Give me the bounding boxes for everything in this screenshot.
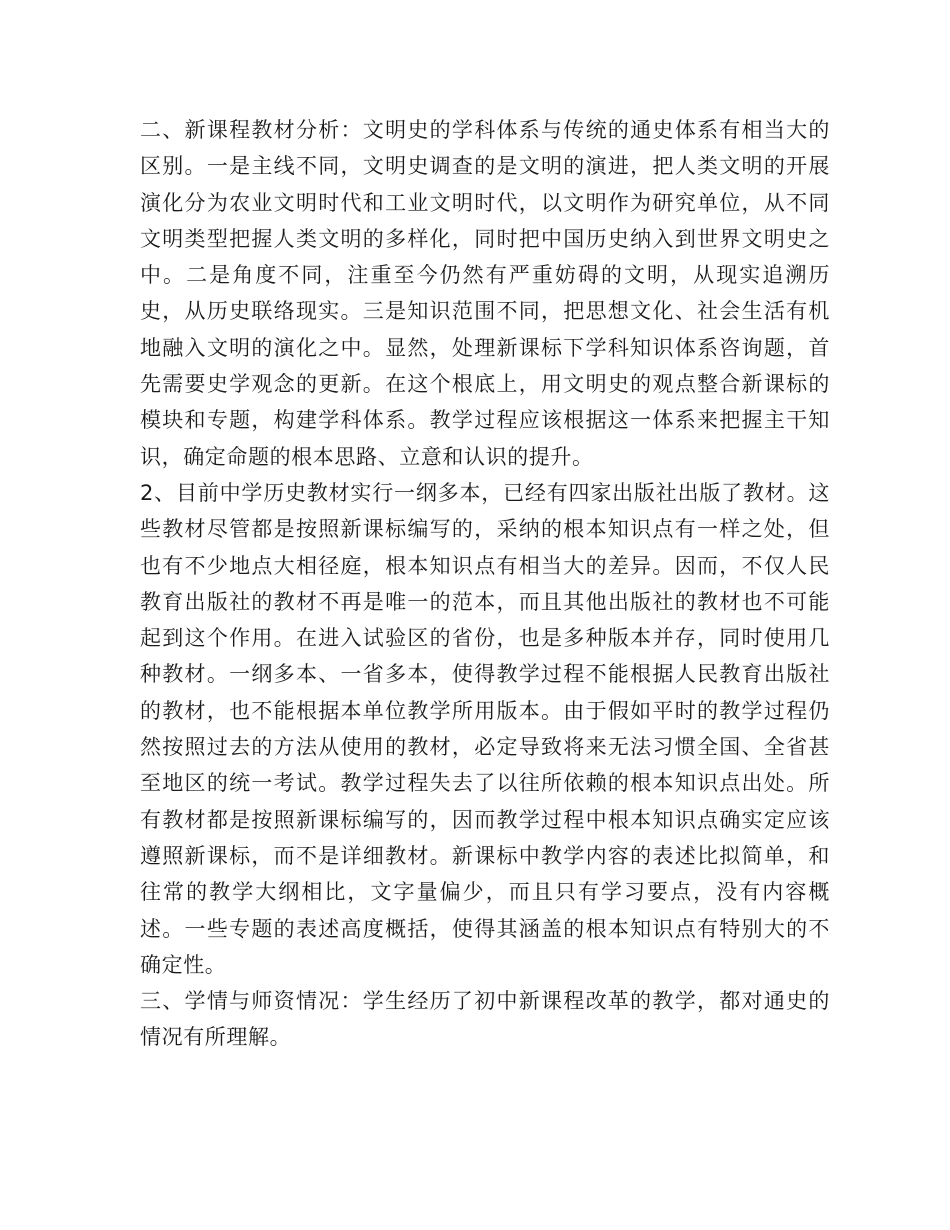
paragraph-textbook-analysis: 二、新课程教材分析：文明史的学科体系与传统的通史体系有相当大的区别。一是主线不同，文明史调查的是文明的演进，把人类文明的开展演化分为农业文明时代和工业文明时代，以文明作为研究单位，从不同文明类型把握人类文明的多样化，同时把中国历史纳入到世界文明史之中。二是角度不同，注重至今仍然有严重妨碍的文明，从现实追溯历史，从历史联络现实。三是知识范围不同，把思想文化、社会生活有机地融入文明的演化之中。显然，处理新课标下学科知识体系咨询题，首先需要史学观念的更新。在这个根底上，用文明史的观点整合新课标的模块和专题，构建学科体系。教学过程应该根据这一体系来把握主干知识，确定命题的根本思路、立意和认识的提升。 (140, 118, 830, 469)
paragraph-student-teacher-situation: 三、学情与师资情况：学生经历了初中新课程改革的教学，都对通史的情况有所理解。 (140, 989, 830, 1050)
document-body (140, 112, 830, 1056)
paragraph-textbook-versions: 2、目前中学历史教材实行一纲多本，已经有四家出版社出版了教材。这些教材尽管都是按照新课标编写的，采纳的根本知识点有一样之处，但也有不少地点大相径庭，根本知识点有相当大的差异。因而，不仅人民教育出版社的教材不再是唯一的范本，而且其他出版社的教材也不可能起到这个作用。在进入试验区的省份，也是多种版本并存，同时使用几种教材。一纲多本、一省多本，使得教学过程不能根据人民教育出版社的教材，也不能根据本单位教学所用版本。由于假如平时的教学过程仍然按照过去的方法从使用的教材，必定导致将来无法习惯全国、全省甚至地区的统一考试。教学过程失去了以往所依赖的根本知识点出处。所有教材都是按照新课标编写的，因而教学过程中根本知识点确实定应该遵照新课标，而不是详细教材。新课标中教学内容的表述比拟简单，和往常的教学大纲相比，文字量偏少，而且只有学习要点，没有内容概述。一些专题的表述高度概括，使得其涵盖的根本知识点有特别大的不确定性。 (140, 480, 830, 977)
